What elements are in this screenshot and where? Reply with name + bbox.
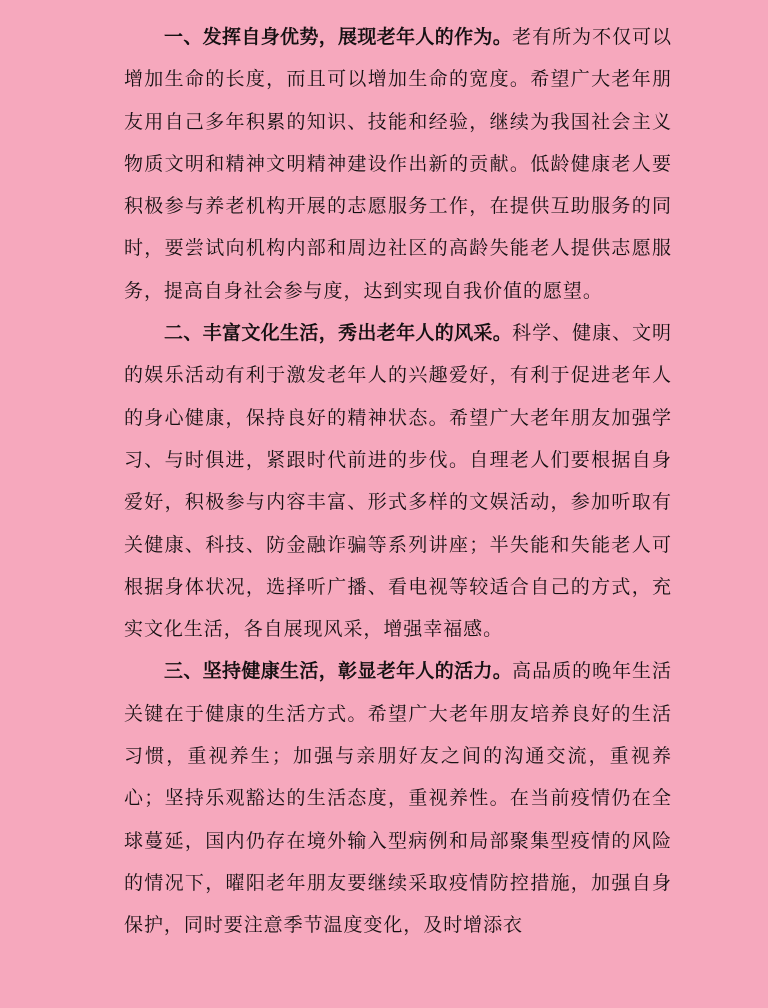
paragraph-1-heading: 一、发挥自身优势，展现老年人的作为。 xyxy=(164,26,513,48)
paragraph-2-body: 科学、健康、文明的娱乐活动有利于激发老年人的兴趣爱好，有利于促进老年人的身心健康，保持良好的精神状态。希望广大老年朋友加强学习、与时俱进，紧跟时代前进的步伐。自理老人们要根据自身爱好，积极参与内容丰富、形式多样的文娱活动，参加听取有关健康、科技、防金融诈骗等系列讲座；半失能和失能老人可根据身体状况，选择听广播、看电视等较适合自己的方式，充实文化生活，各自展现风采，增强幸福感。 xyxy=(124,322,673,641)
paragraph-1 xyxy=(124,16,672,312)
paragraph-2 xyxy=(124,312,672,650)
paragraph-1-body: 老有所为不仅可以增加生命的长度，而且可以增加生命的宽度。希望广大老年朋友用自己多年积累的知识、技能和经验，继续为我国社会主义物质文明和精神文明精神建设作出新的贡献。低龄健康老人要积极参与养老机构开展的志愿服务工作，在提供互助服务的同时，要尝试向机构内部和周边社区的高龄失能老人提供志愿服务，提高自身社会参与度，达到实现自我价值的愿望。 xyxy=(124,26,673,302)
paragraph-2-heading: 二、丰富文化生活，秀出老年人的风采。 xyxy=(164,322,513,345)
paragraph-3-body: 高品质的晚年生活关键在于健康的生活方式。希望广大老年朋友培养良好的生活习惯，重视养生；加强与亲朋好友之间的沟通交流，重视养心；坚持乐观豁达的生活态度，重视养性。在当前疫情仍在全球蔓延，国内仍存在境外输入型病例和局部聚集型疫情的风险的情况下，曜阳老年朋友要继续采取疫情防控措施，加强自身保护，同时要注意季节温度变化，及时增添衣 xyxy=(124,660,673,937)
paragraph-3 xyxy=(124,650,672,946)
paragraph-3-heading: 三、坚持健康生活，彰显老年人的活力。 xyxy=(164,660,513,683)
article-text xyxy=(124,16,672,947)
